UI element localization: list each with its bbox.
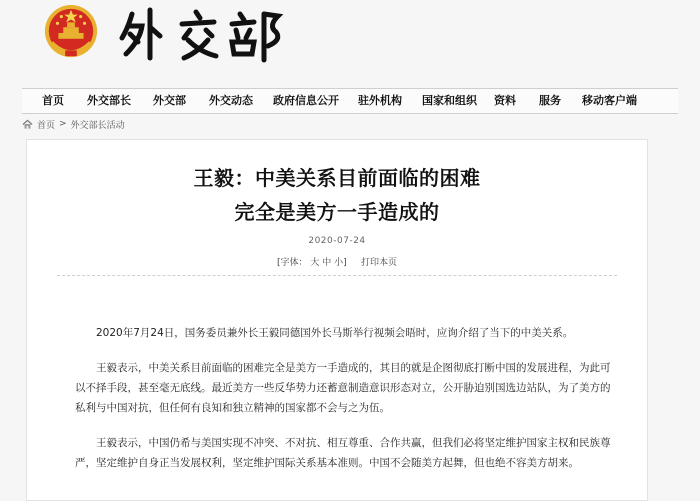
- print-page-button[interactable]: 打印本页: [361, 258, 398, 268]
- article-paragraph: 王毅表示，中国仍希与美国实现不冲突、不对抗、相互尊重、合作共赢，但我们必将坚定维护国家主权和民族尊严，坚定维护自身正当发展权利，坚定维护国际关系基本准则。中国不会随美方起舞，但也绝不容美方胡来。: [75, 437, 611, 469]
- article-tools: [27, 255, 647, 268]
- article-container: [26, 139, 648, 501]
- font-size-close: ]: [343, 258, 347, 268]
- breadcrumb-home[interactable]: 首页: [37, 120, 56, 131]
- nav-item-diplomatic-news[interactable]: 外交动态: [209, 94, 253, 107]
- main-nav: [22, 88, 678, 114]
- nav-item-countries-organizations[interactable]: 国家和组织: [422, 94, 477, 107]
- font-size-label: [字体：: [276, 258, 308, 268]
- font-size-large-button[interactable]: 大: [310, 258, 320, 268]
- nav-item-foreign-minister[interactable]: 外交部长: [87, 94, 131, 107]
- breadcrumb-current[interactable]: 外交部长活动: [70, 120, 125, 131]
- article-paragraph: 2020年7月24日，国务委员兼外长王毅同德国外长马斯举行视频会晤时，应询介绍了当下的中美关系。: [96, 327, 574, 339]
- article-paragraph: 王毅表示，中美关系目前面临的困难完全是美方一手造成的，其目的就是企图彻底打断中国的发展进程，为此可以不择手段，甚至毫无底线。最近美方一些反华势力还蓄意制造意识形态对立，公开胁迫别国选边站队，为了美方的私利与中国对抗，但任何有良知和独立精神的国家都不会与之为伍。: [75, 362, 611, 414]
- national-emblem-icon[interactable]: [42, 4, 100, 62]
- nav-item-resources[interactable]: 资料: [494, 94, 516, 107]
- article-divider: [57, 275, 617, 276]
- font-size-small-button[interactable]: 小: [334, 258, 344, 268]
- font-size-medium-button[interactable]: 中: [322, 258, 332, 268]
- nav-item-government-info[interactable]: 政府信息公开: [273, 94, 339, 107]
- site-header: [0, 0, 700, 88]
- home-icon[interactable]: [22, 119, 33, 130]
- breadcrumb: [22, 117, 125, 131]
- nav-item-services[interactable]: 服务: [539, 94, 561, 107]
- article-title-line2: 完全是美方一手造成的: [234, 200, 440, 224]
- nav-item-home[interactable]: 首页: [42, 94, 64, 107]
- ministry-calligraphy-logo[interactable]: [118, 4, 288, 64]
- breadcrumb-separator: >: [59, 119, 67, 129]
- article-date: 2020-07-24: [308, 236, 366, 246]
- nav-item-overseas-missions[interactable]: 驻外机构: [358, 94, 402, 107]
- nav-item-mobile-client[interactable]: 移动客户端: [582, 94, 637, 107]
- article-title-line1: 王毅：中美关系目前面临的困难: [193, 166, 481, 190]
- nav-item-ministry[interactable]: 外交部: [153, 94, 186, 107]
